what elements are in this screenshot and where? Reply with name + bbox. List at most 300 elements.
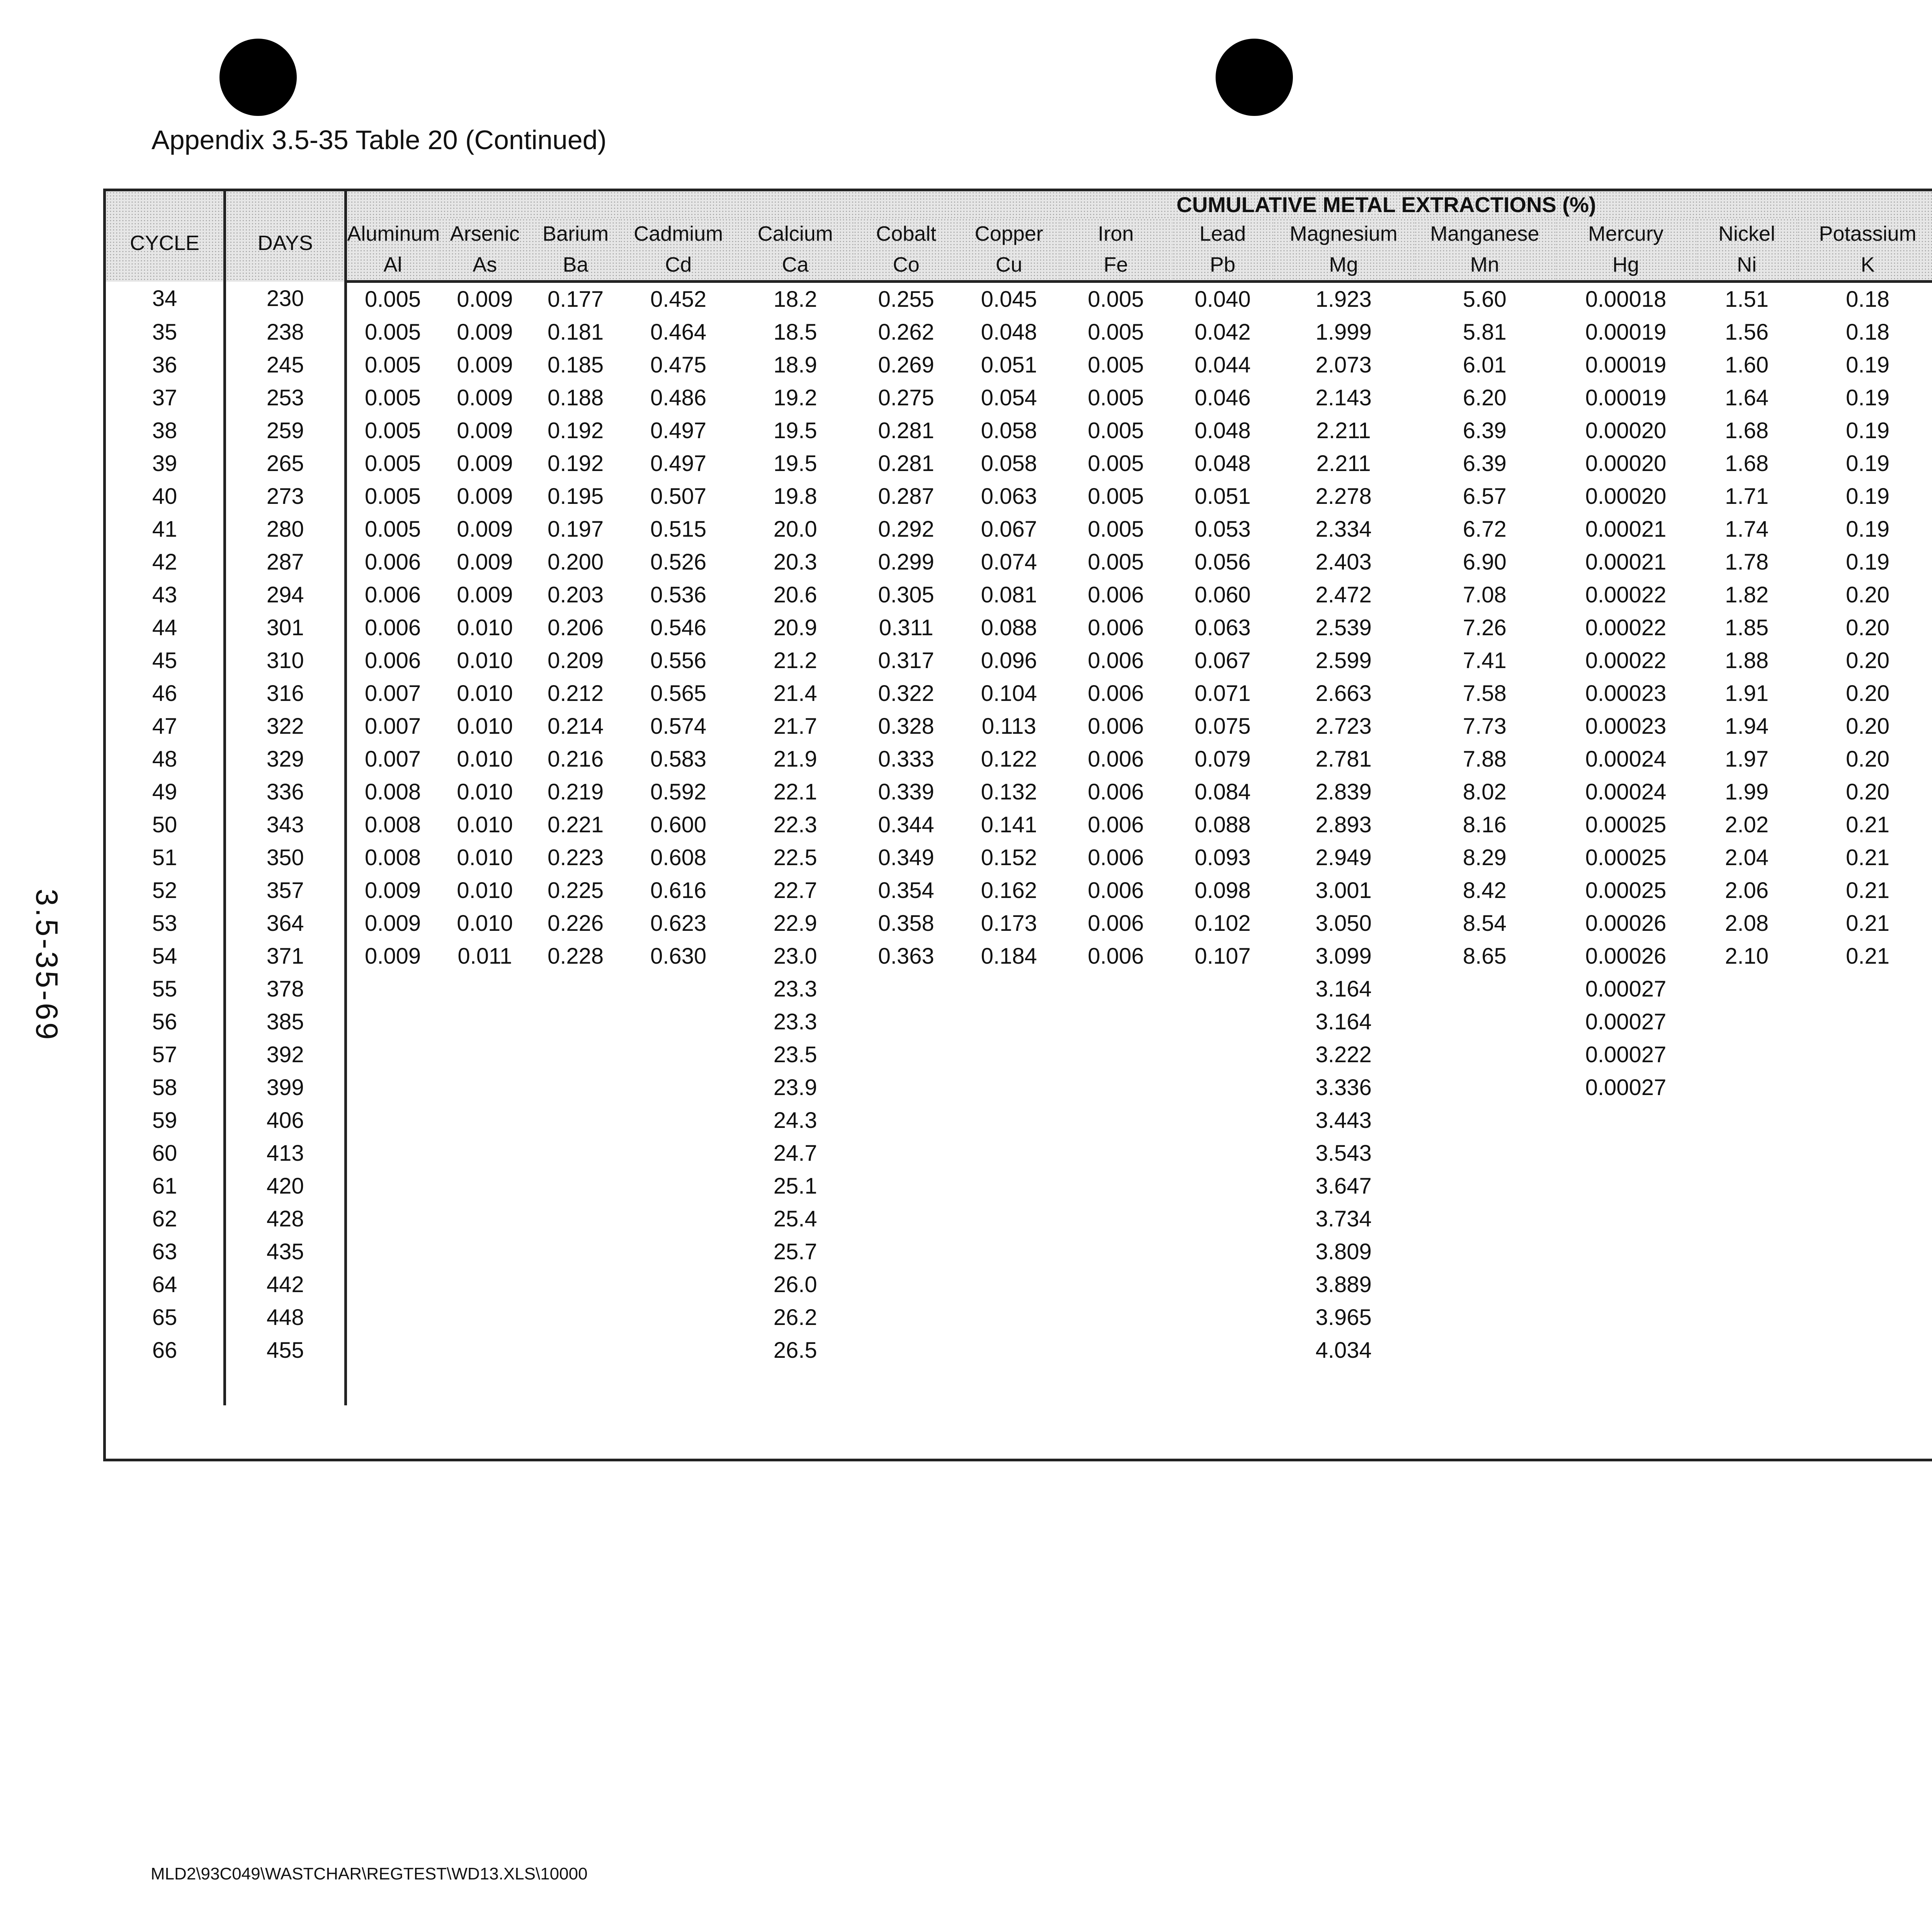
value-cell: [1172, 1334, 1273, 1367]
value-cell: 0.18: [1846, 320, 1890, 345]
value-cell: 0.005: [1088, 484, 1144, 509]
value-cell: 0.009: [457, 517, 513, 542]
value-cell: 0.048: [1194, 451, 1251, 476]
cycle-cell: 35: [106, 316, 225, 349]
value-cell: [1555, 1334, 1696, 1367]
extraction-table: [106, 191, 1932, 1405]
days-cell: 420: [225, 1170, 346, 1202]
value-cell: 1.68: [1725, 418, 1769, 443]
value-cell: 0.292: [878, 517, 934, 542]
value-cell: 5.60: [1463, 287, 1507, 312]
value-cell: 0.328: [878, 714, 934, 739]
value-cell: 0.197: [547, 517, 604, 542]
value-cell: 18.9: [773, 352, 817, 378]
value-cell: [620, 1235, 737, 1268]
value-cell: [346, 1170, 439, 1202]
cycle-cell: 65: [106, 1301, 225, 1334]
value-cell: [620, 1038, 737, 1071]
value-cell: 0.223: [547, 845, 604, 870]
value-cell: 0.152: [981, 845, 1037, 870]
value-cell: 0.623: [650, 911, 707, 936]
days-cell: 230: [225, 282, 346, 316]
file-path: MLD2\93C049\WASTCHAR\REGTEST\WD13.XLS\10000: [151, 1864, 588, 1883]
value-cell: 2.10: [1725, 944, 1769, 969]
cycle-cell: 61: [106, 1170, 225, 1202]
value-cell: 1.78: [1725, 549, 1769, 575]
value-cell: 0.060: [1194, 582, 1251, 607]
value-cell: 0.333: [878, 747, 934, 772]
table-row: [106, 414, 1932, 447]
page-title: Appendix 3.5-35 Table 20 (Continued): [151, 125, 607, 155]
value-cell: 0.063: [981, 484, 1037, 509]
value-cell: 2.143: [1315, 385, 1372, 410]
value-cell: [620, 973, 737, 1005]
value-cell: 0.497: [650, 451, 707, 476]
value-cell: 0.20: [1846, 714, 1890, 739]
value-cell: 0.088: [1194, 812, 1251, 837]
table-row: [106, 1038, 1932, 1071]
value-cell: 22.3: [773, 812, 817, 837]
value-cell: 20.9: [773, 615, 817, 640]
empty-cell: [620, 1367, 737, 1405]
cycle-header: CYCLE: [106, 191, 225, 282]
value-cell: 2.278: [1315, 484, 1372, 509]
value-cell: 0.507: [650, 484, 707, 509]
value-cell: 2.599: [1315, 648, 1372, 673]
value-cell: [1060, 1301, 1172, 1334]
days-cell: 322: [225, 710, 346, 743]
table-row: [106, 316, 1932, 349]
value-cell: 0.255: [878, 287, 934, 312]
value-cell: 0.005: [364, 385, 421, 410]
table-row: [106, 513, 1932, 546]
value-cell: 0.079: [1194, 747, 1251, 772]
value-cell: 2.08: [1725, 911, 1769, 936]
value-cell: 7.26: [1463, 615, 1507, 640]
empty-cell: [346, 1367, 439, 1405]
value-cell: 3.001: [1315, 878, 1372, 903]
empty-cell: [1414, 1367, 1555, 1405]
value-cell: 0.184: [981, 944, 1037, 969]
value-cell: 0.006: [364, 549, 421, 575]
value-cell: 0.00023: [1585, 681, 1667, 706]
value-cell: 0.084: [1194, 779, 1251, 804]
cycle-cell: 47: [106, 710, 225, 743]
empty-cell: [439, 1367, 531, 1405]
value-cell: 0.075: [1194, 714, 1251, 739]
value-cell: 0.214: [547, 714, 604, 739]
value-cell: 25.7: [773, 1239, 817, 1264]
value-cell: 0.226: [547, 911, 604, 936]
value-cell: [1172, 973, 1273, 1005]
value-cell: 0.010: [457, 812, 513, 837]
value-cell: 0.048: [1194, 418, 1251, 443]
value-cell: 0.010: [457, 615, 513, 640]
value-cell: 26.5: [773, 1338, 817, 1363]
cycle-cell: 64: [106, 1268, 225, 1301]
value-cell: [854, 1301, 958, 1334]
value-cell: 23.3: [773, 976, 817, 1002]
value-cell: [1060, 1005, 1172, 1038]
value-cell: 3.889: [1315, 1272, 1372, 1297]
value-cell: 0.006: [364, 615, 421, 640]
value-cell: 19.5: [773, 418, 817, 443]
value-cell: 0.00018: [1585, 287, 1667, 312]
value-cell: [346, 1038, 439, 1071]
metal-symbol-header: Co: [854, 249, 958, 282]
empty-cell: [1060, 1367, 1172, 1405]
cycle-cell: 60: [106, 1137, 225, 1170]
value-cell: [620, 1170, 737, 1202]
value-cell: 0.00020: [1585, 418, 1667, 443]
days-cell: 265: [225, 447, 346, 480]
value-cell: 18.2: [773, 287, 817, 312]
days-cell: 357: [225, 874, 346, 907]
value-cell: 2.723: [1315, 714, 1372, 739]
days-cell: 287: [225, 546, 346, 578]
value-cell: 0.173: [981, 911, 1037, 936]
table-row: [106, 546, 1932, 578]
value-cell: [531, 1301, 620, 1334]
value-cell: [1414, 1202, 1555, 1235]
days-cell: 301: [225, 611, 346, 644]
cycle-cell: 41: [106, 513, 225, 546]
value-cell: [346, 1202, 439, 1235]
cycle-cell: 57: [106, 1038, 225, 1071]
metal-name-header: Lead: [1172, 218, 1273, 249]
value-cell: 0.010: [457, 681, 513, 706]
value-cell: 0.200: [547, 549, 604, 575]
value-cell: 2.334: [1315, 517, 1372, 542]
value-cell: 0.096: [981, 648, 1037, 673]
days-cell: 273: [225, 480, 346, 513]
value-cell: 0.616: [650, 878, 707, 903]
value-cell: [1696, 1202, 1797, 1235]
value-cell: 0.21: [1846, 878, 1890, 903]
value-cell: 7.73: [1463, 714, 1507, 739]
cycle-cell: 51: [106, 841, 225, 874]
value-cell: 0.344: [878, 812, 934, 837]
days-cell: 316: [225, 677, 346, 710]
value-cell: 0.009: [457, 385, 513, 410]
value-cell: 0.262: [878, 320, 934, 345]
value-cell: [1696, 1235, 1797, 1268]
value-cell: 8.65: [1463, 944, 1507, 969]
value-cell: [1696, 1104, 1797, 1137]
value-cell: 0.006: [1088, 779, 1144, 804]
value-cell: 2.539: [1315, 615, 1372, 640]
value-cell: [854, 1005, 958, 1038]
value-cell: [854, 1235, 958, 1268]
value-cell: 0.630: [650, 944, 707, 969]
value-cell: 4.034: [1315, 1338, 1372, 1363]
value-cell: 0.19: [1846, 484, 1890, 509]
value-cell: 5.81: [1463, 320, 1507, 345]
value-cell: 0.006: [364, 648, 421, 673]
value-cell: 0.536: [650, 582, 707, 607]
value-cell: [620, 1334, 737, 1367]
value-cell: 0.339: [878, 779, 934, 804]
value-cell: 0.051: [1194, 484, 1251, 509]
cycle-cell: 56: [106, 1005, 225, 1038]
days-cell: 364: [225, 907, 346, 940]
value-cell: 0.317: [878, 648, 934, 673]
value-cell: [1797, 1137, 1932, 1170]
value-cell: [346, 1301, 439, 1334]
value-cell: 0.010: [457, 845, 513, 870]
value-cell: 0.056: [1194, 549, 1251, 575]
cycle-cell: 59: [106, 1104, 225, 1137]
value-cell: [1797, 1202, 1932, 1235]
value-cell: [531, 1235, 620, 1268]
cycle-cell: 39: [106, 447, 225, 480]
value-cell: 0.071: [1194, 681, 1251, 706]
metal-symbol-header: Ca: [737, 249, 854, 282]
value-cell: 0.209: [547, 648, 604, 673]
value-cell: [959, 1038, 1060, 1071]
value-cell: 0.005: [1088, 451, 1144, 476]
value-cell: 21.9: [773, 747, 817, 772]
value-cell: 0.009: [364, 878, 421, 903]
value-cell: 2.04: [1725, 845, 1769, 870]
value-cell: [620, 1301, 737, 1334]
days-cell: 448: [225, 1301, 346, 1334]
table-row: [106, 1005, 1932, 1038]
value-cell: 0.005: [364, 451, 421, 476]
value-cell: 2.073: [1315, 352, 1372, 378]
value-cell: 0.00022: [1585, 648, 1667, 673]
value-cell: 0.19: [1846, 352, 1890, 378]
value-cell: 0.192: [547, 418, 604, 443]
value-cell: 1.99: [1725, 779, 1769, 804]
value-cell: 0.005: [364, 517, 421, 542]
value-cell: 0.081: [981, 582, 1037, 607]
value-cell: 0.006: [1088, 747, 1144, 772]
value-cell: 0.010: [457, 878, 513, 903]
days-header: DAYS: [225, 191, 346, 282]
value-cell: 0.048: [981, 320, 1037, 345]
days-cell: 392: [225, 1038, 346, 1071]
punch-hole: [1216, 39, 1293, 116]
value-cell: [439, 1334, 531, 1367]
value-cell: 2.949: [1315, 845, 1372, 870]
value-cell: [531, 1071, 620, 1104]
metal-name-header: Arsenic: [439, 218, 531, 249]
value-cell: [854, 1170, 958, 1202]
value-cell: [1060, 1071, 1172, 1104]
value-cell: 0.051: [981, 352, 1037, 378]
value-cell: 7.58: [1463, 681, 1507, 706]
value-cell: 6.20: [1463, 385, 1507, 410]
metal-symbol-header: Cu: [959, 249, 1060, 282]
table-row: [106, 349, 1932, 381]
value-cell: [439, 973, 531, 1005]
value-cell: 0.21: [1846, 911, 1890, 936]
value-cell: 0.005: [364, 320, 421, 345]
value-cell: 0.008: [364, 845, 421, 870]
value-cell: 0.008: [364, 812, 421, 837]
value-cell: 0.093: [1194, 845, 1251, 870]
value-cell: 23.0: [773, 944, 817, 969]
cycle-cell: 50: [106, 808, 225, 841]
value-cell: 6.01: [1463, 352, 1507, 378]
value-cell: [959, 1268, 1060, 1301]
value-cell: 0.287: [878, 484, 934, 509]
metal-symbol-header: K: [1797, 249, 1932, 282]
value-cell: 0.600: [650, 812, 707, 837]
value-cell: 0.546: [650, 615, 707, 640]
value-cell: [1797, 1170, 1932, 1202]
table-row: [106, 1301, 1932, 1334]
value-cell: 6.72: [1463, 517, 1507, 542]
value-cell: [1060, 973, 1172, 1005]
punch-hole: [219, 39, 297, 116]
value-cell: 0.349: [878, 845, 934, 870]
value-cell: [1797, 973, 1932, 1005]
cycle-cell: 34: [106, 282, 225, 316]
value-cell: [959, 1137, 1060, 1170]
value-cell: [1414, 1268, 1555, 1301]
table-row: [106, 1268, 1932, 1301]
value-cell: 0.044: [1194, 352, 1251, 378]
value-cell: 0.00019: [1585, 385, 1667, 410]
value-cell: 0.212: [547, 681, 604, 706]
empty-cell: [1555, 1367, 1696, 1405]
value-cell: 2.663: [1315, 681, 1372, 706]
value-cell: 3.164: [1315, 976, 1372, 1002]
value-cell: 0.008: [364, 779, 421, 804]
value-cell: [1696, 1334, 1797, 1367]
table-row: [106, 907, 1932, 940]
value-cell: [1172, 1137, 1273, 1170]
value-cell: 0.21: [1846, 812, 1890, 837]
value-cell: 1.60: [1725, 352, 1769, 378]
value-cell: 0.009: [457, 418, 513, 443]
table-row: [106, 874, 1932, 907]
value-cell: 0.040: [1194, 287, 1251, 312]
value-cell: 0.00021: [1585, 549, 1667, 575]
days-cell: 428: [225, 1202, 346, 1235]
value-cell: 1.999: [1315, 320, 1372, 345]
cycle-cell: 37: [106, 381, 225, 414]
days-cell: 385: [225, 1005, 346, 1038]
cycle-cell: 38: [106, 414, 225, 447]
days-cell: 259: [225, 414, 346, 447]
value-cell: [346, 1268, 439, 1301]
value-cell: 0.113: [981, 714, 1036, 739]
value-cell: [1696, 1268, 1797, 1301]
value-cell: [620, 1268, 737, 1301]
value-cell: 1.74: [1725, 517, 1769, 542]
value-cell: 0.565: [650, 681, 707, 706]
value-cell: 0.058: [981, 418, 1037, 443]
value-cell: 0.00024: [1585, 747, 1667, 772]
empty-cell: [1273, 1367, 1414, 1405]
value-cell: [959, 1071, 1060, 1104]
value-cell: 0.21: [1846, 944, 1890, 969]
value-cell: 18.5: [773, 320, 817, 345]
metal-name-header: Barium: [531, 218, 620, 249]
value-cell: 0.275: [878, 385, 934, 410]
value-cell: 0.088: [981, 615, 1037, 640]
table-row: [106, 1170, 1932, 1202]
days-cell: 280: [225, 513, 346, 546]
value-cell: 0.20: [1846, 681, 1890, 706]
value-cell: [854, 1038, 958, 1071]
value-cell: [959, 973, 1060, 1005]
value-cell: 6.57: [1463, 484, 1507, 509]
cycle-cell: 42: [106, 546, 225, 578]
value-cell: 0.067: [1194, 648, 1251, 673]
metal-symbol-header: Cd: [620, 249, 737, 282]
cycle-cell: 54: [106, 940, 225, 973]
value-cell: 2.472: [1315, 582, 1372, 607]
value-cell: [531, 973, 620, 1005]
value-cell: 19.2: [773, 385, 817, 410]
value-cell: 0.19: [1846, 549, 1890, 575]
metal-name-header: Copper: [959, 218, 1060, 249]
value-cell: 0.219: [547, 779, 604, 804]
value-cell: 0.322: [878, 681, 934, 706]
metal-name-header: Mercury: [1555, 218, 1696, 249]
value-cell: [1696, 1005, 1797, 1038]
value-cell: 0.098: [1194, 878, 1251, 903]
metal-name-header: Potassium: [1797, 218, 1932, 249]
value-cell: 3.809: [1315, 1239, 1372, 1264]
metal-symbol-header: Ba: [531, 249, 620, 282]
value-cell: 0.063: [1194, 615, 1251, 640]
value-cell: [620, 1005, 737, 1038]
value-cell: 0.162: [981, 878, 1037, 903]
value-cell: 0.269: [878, 352, 934, 378]
value-cell: 1.923: [1315, 287, 1372, 312]
value-cell: [1172, 1038, 1273, 1071]
value-cell: [1414, 1137, 1555, 1170]
cycle-cell: 66: [106, 1334, 225, 1367]
value-cell: 0.006: [1088, 714, 1144, 739]
value-cell: [959, 1104, 1060, 1137]
value-cell: [439, 1170, 531, 1202]
table-row: [106, 776, 1932, 808]
cycle-cell: 55: [106, 973, 225, 1005]
value-cell: 3.050: [1315, 911, 1372, 936]
value-cell: [959, 1334, 1060, 1367]
value-cell: 0.007: [364, 714, 421, 739]
value-cell: 19.5: [773, 451, 817, 476]
value-cell: 0.195: [547, 484, 604, 509]
value-cell: 7.08: [1463, 582, 1507, 607]
value-cell: 0.010: [457, 648, 513, 673]
value-cell: 0.054: [981, 385, 1037, 410]
metal-name-header: Manganese: [1414, 218, 1555, 249]
value-cell: 1.85: [1725, 615, 1769, 640]
value-cell: 0.042: [1194, 320, 1251, 345]
value-cell: 6.90: [1463, 549, 1507, 575]
value-cell: 0.009: [457, 320, 513, 345]
value-cell: 22.9: [773, 911, 817, 936]
value-cell: 2.06: [1725, 878, 1769, 903]
value-cell: 0.00027: [1585, 1042, 1667, 1067]
cycle-cell: 45: [106, 644, 225, 677]
value-cell: [531, 1202, 620, 1235]
value-cell: 0.005: [1088, 517, 1144, 542]
value-cell: 19.8: [773, 484, 817, 509]
value-cell: 2.02: [1725, 812, 1769, 837]
value-cell: [1797, 1235, 1932, 1268]
value-cell: [1797, 1071, 1932, 1104]
value-cell: [1555, 1104, 1696, 1137]
value-cell: [1414, 1038, 1555, 1071]
